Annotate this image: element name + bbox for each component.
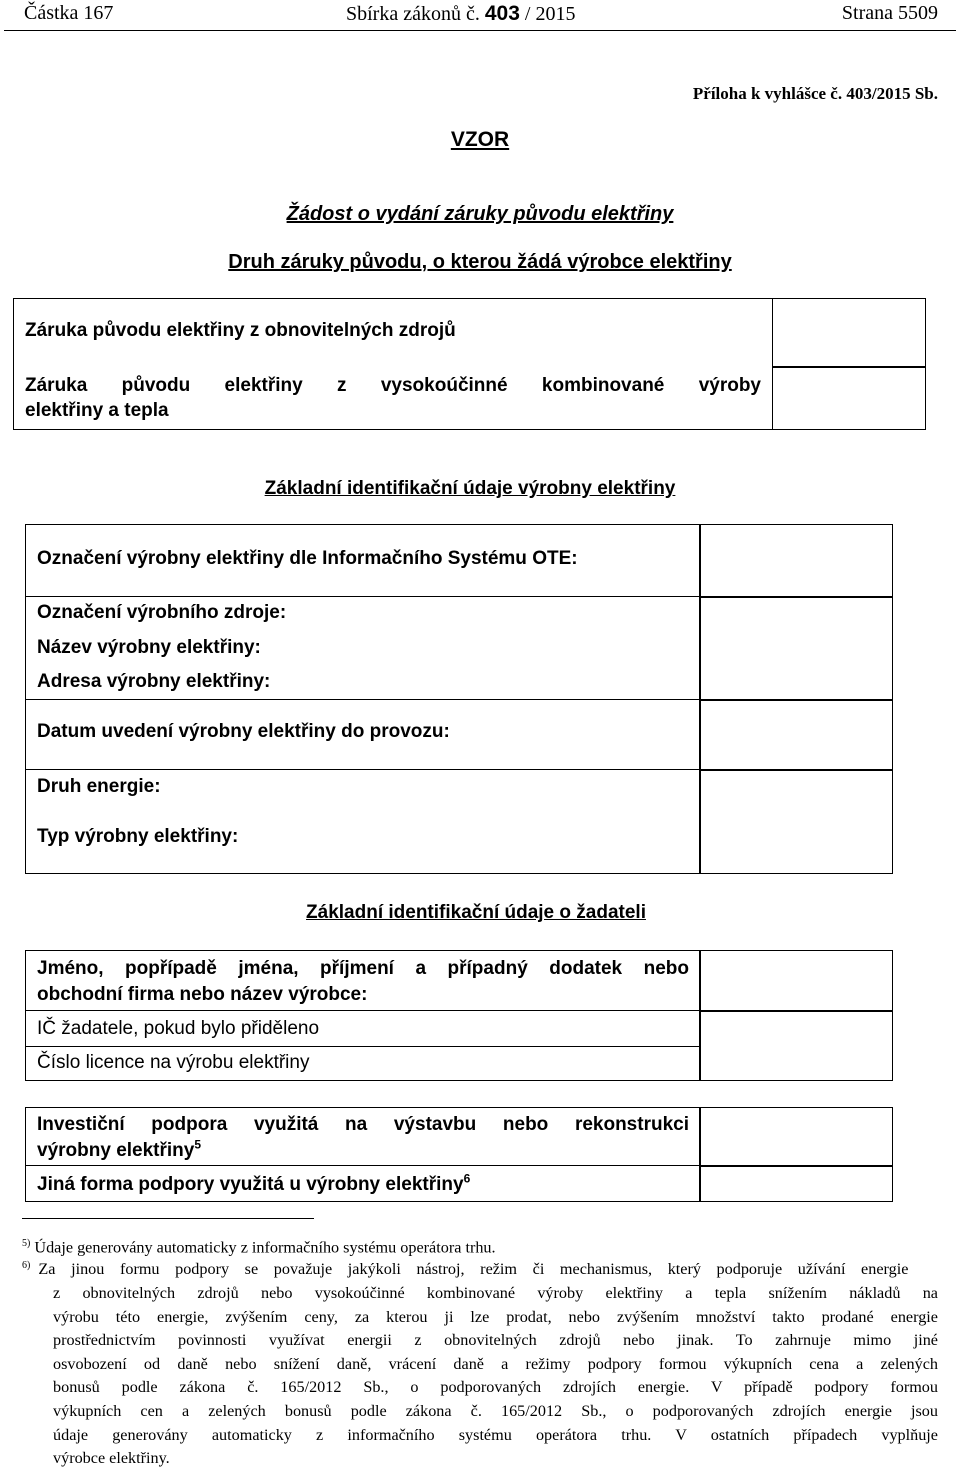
footnote-6-line: bonusů podle zákona č. 165/2012 Sb., o podporovaných zdrojích energie. V případě podpory formou <box>53 1378 938 1397</box>
renewable-guarantee-label: Záruka původu elektřiny z obnovitelných zdrojů <box>25 320 456 341</box>
applicant-name-label-line2: obchodní firma nebo název výrobce: <box>37 984 368 1005</box>
footnote-5-text: Údaje generovány automaticky z informačního systému operátora trhu. <box>34 1238 496 1257</box>
chp-guarantee-label-line2: elektřiny a tepla <box>25 400 169 421</box>
row-divider <box>25 1010 699 1011</box>
license-number-label: Číslo licence na výrobu elektřiny <box>37 1052 310 1073</box>
chp-guarantee-label-line1: Záruka původu elektřiny z vysokoúčinné kombinované výroby <box>25 375 761 396</box>
commissioning-date-label: Datum uvedení výrobny elektřiny do provozu: <box>37 721 450 742</box>
applicant-ic-license-value-cell[interactable] <box>699 1010 893 1081</box>
footnote-6-line: z obnovitelných zdrojů nebo vysokoúčinné kombinované výroby elektřiny a tepla snížením nákladů na <box>53 1283 938 1302</box>
row-divider <box>25 769 699 770</box>
energy-type-label: Druh energie: <box>37 776 161 797</box>
energy-type-value-cell[interactable] <box>699 769 893 874</box>
source-label: Označení výrobního zdroje: <box>37 602 287 623</box>
footnote-6-mark: 6) <box>22 1260 31 1271</box>
applicant-name-value-cell[interactable] <box>699 950 893 1012</box>
footnote-6-line: prostřednictvím povinnosti využívat energii z obnovitelných zdrojů nebo jinak. To zahrnuje mimo jiné <box>53 1331 938 1350</box>
footnote-5-mark: 5) <box>22 1238 31 1249</box>
form-title: Žádost o vydání záruky původu elektřiny <box>286 203 674 225</box>
applicant-name-label-line1: Jméno, popřípadě jména, příjmení a případný dodatek nebo <box>37 958 689 979</box>
footnote-6 <box>22 1254 938 1471</box>
row-divider <box>25 596 699 597</box>
form-subtitle: Druh záruky původu, o kterou žádá výrobce elektřiny <box>228 251 732 273</box>
row-divider <box>25 1046 699 1047</box>
header-page: Strana 5509 <box>841 2 938 24</box>
header-collection-prefix: Sbírka zákonů č. <box>346 3 480 25</box>
investment-support-label-line2 <box>37 1137 202 1162</box>
plant-address-label: Adresa výrobny elektřiny: <box>37 671 271 692</box>
header-collection-number: 403 <box>484 2 520 25</box>
footnote-6-line: Za jinou formu podpory se považuje jakýkoli nástroj, režim či mechanismus, který podporuje užívání energie <box>38 1260 909 1279</box>
investment-support-label-line1: Investiční podpora využitá na výstavbu nebo rekonstrukci <box>37 1114 689 1135</box>
ote-value-cell[interactable] <box>699 524 893 598</box>
annex-note: Příloha k vyhlášce č. 403/2015 Sb. <box>692 84 938 103</box>
header-collection <box>346 2 575 26</box>
plant-section-heading: Základní identifikační údaje výrobny elektřiny <box>264 478 676 499</box>
plant-name-label: Název výrobny elektřiny: <box>37 637 261 658</box>
date-value-cell[interactable] <box>699 699 893 771</box>
ote-label: Označení výrobny elektřiny dle Informačního Systému OTE: <box>37 548 578 569</box>
applicant-ic-label: IČ žadatele, pokud bylo přiděleno <box>37 1018 320 1039</box>
header-part: Částka 167 <box>24 2 114 24</box>
footnote-6-line: údaje generovány automaticky z informačního systému operátora trhu. V ostatních případech vyplňuje <box>53 1425 938 1444</box>
footnote-ref-6[interactable]: 6 <box>463 1171 471 1186</box>
header-rule <box>4 30 956 31</box>
renewable-checkbox-cell[interactable] <box>772 298 926 368</box>
chp-checkbox-cell[interactable] <box>772 366 926 430</box>
source-name-address-value-cell[interactable] <box>699 596 893 701</box>
investment-support-label-line2-text: výrobny elektřiny <box>37 1140 195 1161</box>
row-divider <box>25 1165 699 1166</box>
investment-support-value-cell[interactable] <box>699 1107 893 1167</box>
footnote-6-line: výrobce elektřiny. <box>53 1449 170 1468</box>
footnote-rule <box>22 1218 314 1219</box>
footnote-6-line: výkupních cen a zelených bonusů podle zákona č. 165/2012 Sb., o podporovaných zdrojích energie jsou <box>53 1401 938 1420</box>
plant-type-label: Typ výrobny elektřiny: <box>37 826 239 847</box>
other-support-label-text: Jiná forma podpory využitá u výrobny elektřiny <box>37 1174 464 1195</box>
row-divider <box>25 699 699 700</box>
header-collection-year: / 2015 <box>524 3 576 25</box>
footnote-6-line: výrobu této energie, zvýšením ceny, za kterou ji lze prodat, nebo zvýšením množství takto prodané energie <box>53 1307 938 1326</box>
footnote-ref-5[interactable]: 5 <box>194 1137 202 1152</box>
other-support-label <box>37 1171 471 1196</box>
applicant-section-heading: Základní identifikační údaje o žadateli <box>306 902 646 923</box>
other-support-value-cell[interactable] <box>699 1165 893 1202</box>
footnote-6-line: osvobození od daně nebo snížení daně, vrácení daně a režimy podpory formou výkupních cena a zelených <box>53 1354 938 1373</box>
template-label: VZOR <box>450 128 510 151</box>
